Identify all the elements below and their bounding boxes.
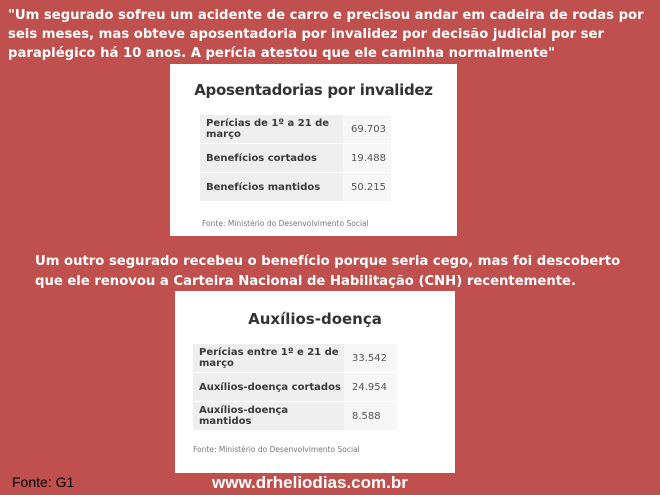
card-source: Fonte: Ministério do Desenvolvimento Social: [193, 445, 360, 454]
row-label: Auxílios-doença mantidos: [193, 402, 344, 431]
table-row: [193, 373, 397, 402]
row-label: Auxílios-doença cortados: [193, 373, 344, 402]
mid-text: Um outro segurado recebeu o benefício porque seria cego, mas foi descoberto que ele renovou a Carteira Nacional de Habilitação (CNH) recentemente.: [35, 254, 621, 289]
row-value: 69.703: [343, 115, 391, 144]
row-value: 50.215: [343, 173, 391, 202]
auxilios-table: [193, 344, 397, 431]
row-label: Perícias de 1º a 21 de março: [200, 115, 343, 144]
table-row: [200, 144, 391, 173]
table-row: [200, 115, 391, 144]
table-row: [200, 173, 391, 202]
card-title: Auxílios-doença: [248, 310, 382, 328]
fonte-label: Fonte: G1: [12, 474, 75, 490]
card-title: Aposentadorias por invalidez: [194, 81, 433, 99]
auxilios-card: [175, 291, 455, 473]
table-row: [193, 344, 397, 373]
table-row: [193, 402, 397, 431]
website-link[interactable]: www.drheliodias.com.br: [212, 473, 408, 492]
card-source: Fonte: Ministério do Desenvolvimento Social: [202, 219, 369, 228]
quote-text: "Um segurado sofreu um acidente de carro e precisou andar em cadeira de rodas por seis meses, mas obteve aposentadoria por invalidez por decisão judicial por ser paraplégico há 10 anos. A perícia atestou que ele caminha normalmente": [8, 8, 644, 61]
row-value: 8.588: [344, 402, 397, 431]
aposentadorias-card: [170, 64, 457, 236]
aposentadorias-table: [200, 115, 391, 202]
row-label: Benefícios mantidos: [200, 173, 343, 202]
row-value: 24.954: [344, 373, 397, 402]
row-value: 19.488: [343, 144, 391, 173]
row-label: Perícias entre 1º e 21 de março: [193, 344, 344, 373]
row-label: Benefícios cortados: [200, 144, 343, 173]
row-value: 33.542: [344, 344, 397, 373]
